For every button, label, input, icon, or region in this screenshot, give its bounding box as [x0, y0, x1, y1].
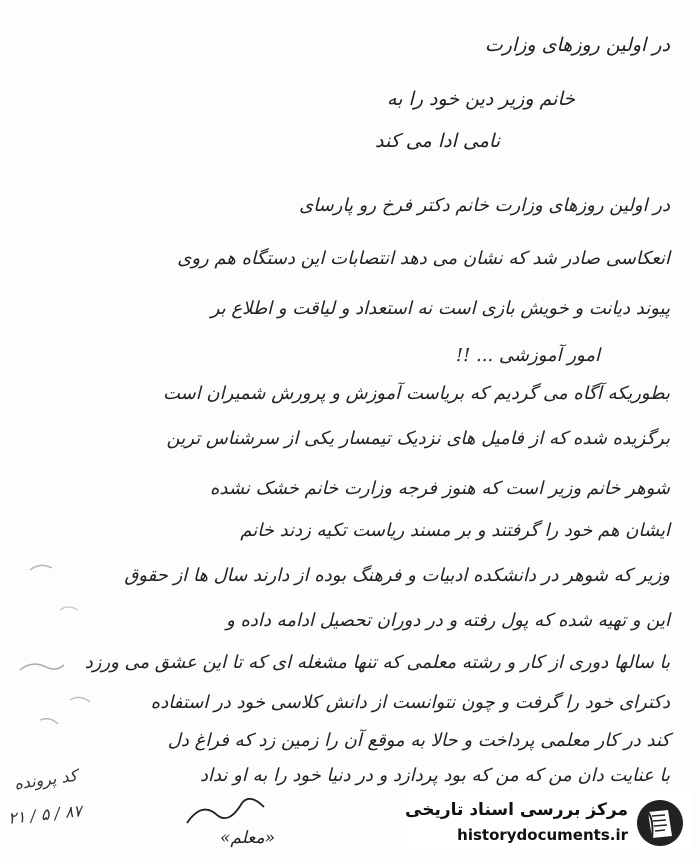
body-line-1: در اولین روزهای وزارت خانم دکتر فرخ رو پارسای — [299, 195, 670, 216]
margin-note-file-code: کد پرونده — [12, 765, 79, 794]
closing-signature-text: «معلم» — [219, 828, 275, 848]
title-line-2: خانم وزیر دین خود را به — [387, 88, 575, 110]
body-line-6: برگزیده شده که از فامیل های نزدیک تیمسار یکی از سرشناس ترین — [166, 428, 670, 449]
body-line-5: بطوریکه آگاه می گردیم که بریاست آموزش و پرورش شمیران است — [162, 383, 670, 404]
signature-scribble — [182, 793, 272, 833]
body-line-10: این و تهیه شده که پول رفته و در دوران تحصیل ادامه داده و — [226, 610, 670, 631]
document-archive-logo-icon — [634, 798, 686, 848]
body-line-3: پیوند دیانت و خویش بازی است نه استعداد و لیاقت و اطلاع بر — [210, 298, 670, 319]
body-line-13: کند در کار معلمی پرداخت و حالا به موقع آن را زمین زد که فراغ دل — [167, 730, 670, 751]
body-line-7: شوهر خانم وزیر است که هنوز فرجه وزارت خانم خشک نشده — [209, 478, 670, 499]
body-line-9: وزیر که شوهر در دانشکده ادبیات و فرهنگ بوده از دارند سال ها از حقوق — [124, 565, 670, 586]
margin-note-date: ۸۷ / ۵ / ۲۱ — [7, 801, 83, 828]
body-line-4: امور آموزشی ... !! — [455, 345, 600, 366]
watermark-title: مرکز بررسی اسناد تاریخی — [405, 800, 628, 820]
archive-watermark — [402, 792, 692, 854]
margin-smudges — [0, 520, 150, 760]
title-line-1: در اولین روزهای وزارت — [484, 34, 670, 56]
watermark-url: historydocuments.ir — [457, 826, 628, 844]
body-line-2: انعکاسی صادر شد که نشان می دهد انتصابات این دستگاه هم روی — [177, 248, 670, 269]
title-line-3: نامی ادا می کند — [375, 130, 500, 152]
body-line-8: ایشان هم خود را گرفتند و بر مسند ریاست تکیه زدند خانم — [240, 520, 670, 541]
body-line-11: با سالها دوری از کار و رشته معلمی که تنها مشغله ای که تا این عشق می ورزد — [84, 652, 670, 673]
body-line-14: با عنایت دان من که من که بود پردازد و در دنیا خود را به او نداد — [199, 765, 670, 786]
body-line-12: دکترای خود را گرفت و چون نتوانست از دانش کلاسی خود در استفاده — [150, 692, 670, 713]
